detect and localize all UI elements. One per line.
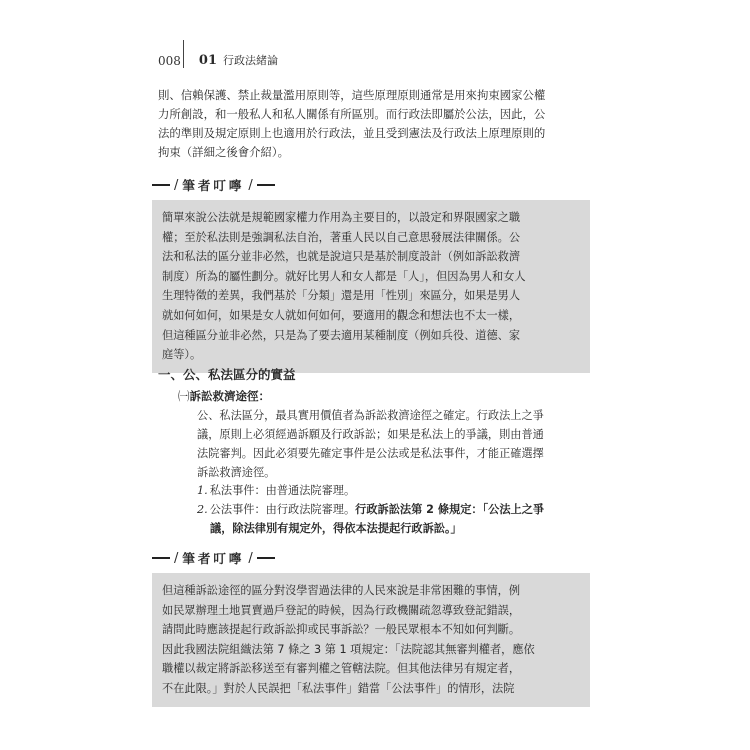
note-label: 筆者叮嚀 [182,178,245,193]
author-note-header [152,549,275,567]
note-line: 如民眾辦理土地買賣過戶登記的時候，因為行政機關疏忽導致登記錯誤， [162,603,521,617]
item-text: 私法事件：由普通法院審理。 [209,484,356,497]
text-line: 議，原則上必須經過訴願及行政訴訟；如果是私法上的爭議，則由普通 [197,428,544,441]
page-header [158,40,278,68]
item-continuation: 議，除法律別有規定外，得依本法提起行政訴訟。」 [210,522,462,535]
note-line: 職權以裁定將訴訟移送至有審判權之管轄法院。但其他法律另有規定者， [162,662,521,676]
note-line: 庭等）。 [162,348,202,362]
text-line: 則、信賴保護、禁止裁量濫用原則等，這些原理原則通常是用來拘束國家公權 [158,88,546,102]
text-line: 法院審判。因此必須要先確定事件是公法或是私法事件，才能正確選擇 [197,447,544,460]
item-bold-text: 行政訴訟法第 2 條規定：「公法上之爭 [355,503,545,516]
list-item [197,500,544,519]
dash-decoration [152,557,170,559]
slash-decoration: / [248,550,253,566]
chapter-number: 01 [198,53,217,68]
subsection-marker: ㈠ [178,389,190,403]
subsection-label: 訴訟救濟途徑： [189,389,270,403]
dash-decoration [257,557,275,559]
dash-decoration [152,184,170,186]
note-line: 生理特徵的差異，我們基於「分類」還是用「性別」來區分，如果是男人 [162,289,521,303]
subsection-paragraph [197,406,582,482]
list-item [197,481,355,500]
intro-paragraph [158,86,588,162]
note-line: 權；至於私法則是強調私法自治，著重人民以自己意思發展法律關係。公 [162,230,521,244]
slash-decoration: / [248,177,253,193]
item-number: 2. [197,503,208,516]
subsection-title [178,388,270,404]
note-line: 但這種區分並非必然，只是為了要去適用某種制度（例如兵役、道德、家 [162,328,521,342]
text-line: 力所創設，和一般私人和私人關係有所區別。而行政法即屬於公法，因此，公 [158,107,546,121]
chapter-title: 行政法緒論 [223,54,278,67]
note-line: 制度）所為的屬性劃分。就好比男人和女人都是「人」，但因為男人和女人 [162,269,526,283]
text-line: 公、私法區分，最具實用價值者為訴訟救濟途徑之確定。行政法上之爭 [197,409,544,422]
item-text: 公法事件：由行政法院審理。 [209,503,356,516]
author-note-header [152,176,275,194]
dash-decoration [257,184,275,186]
slash-decoration: / [174,177,179,193]
note-line: 請問此時應該提起行政訴訟抑或民事訴訟？一般民眾根本不知如何判斷。 [162,623,521,637]
note-line: 但這種訴訟途徑的區分對沒學習過法律的人民來說是非常困難的事情，例 [162,584,521,597]
section-title: 一、公、私法區分的實益 [158,367,296,382]
note-line: 就如何如何，如果是女人就如何如何，要適用的觀念和想法也不太一樣， [162,308,521,322]
author-note-box [152,200,590,373]
slash-decoration: / [174,550,179,566]
note-line: 因此我國法院組織法第 7 條之 3 第 1 項規定：「法院認其無審判權者，應依 [162,642,535,656]
note-label: 筆者叮嚀 [182,551,245,566]
text-line: 法的準則及規定原則上也適用於行政法，並且受到憲法及行政法上原理原則的 [158,126,546,140]
note-line: 簡單來說公法就是規範國家權力作用為主要目的，以設定和界限國家之職 [162,211,521,224]
text-line: 拘束（詳細之後會介紹）。 [158,145,289,159]
author-note-box [152,573,590,707]
note-line: 不在此限。」對於人民誤把「私法事件」錯當「公法事件」的情形，法院 [162,681,515,695]
note-line: 法和私法的區分並非必然，也就是說這只是基於制度設計（例如訴訟救濟 [162,250,521,264]
header-divider [183,40,184,68]
page-number: 008 [158,54,181,68]
item-number: 1. [197,484,208,497]
text-line: 訴訟救濟途徑。 [197,466,276,479]
